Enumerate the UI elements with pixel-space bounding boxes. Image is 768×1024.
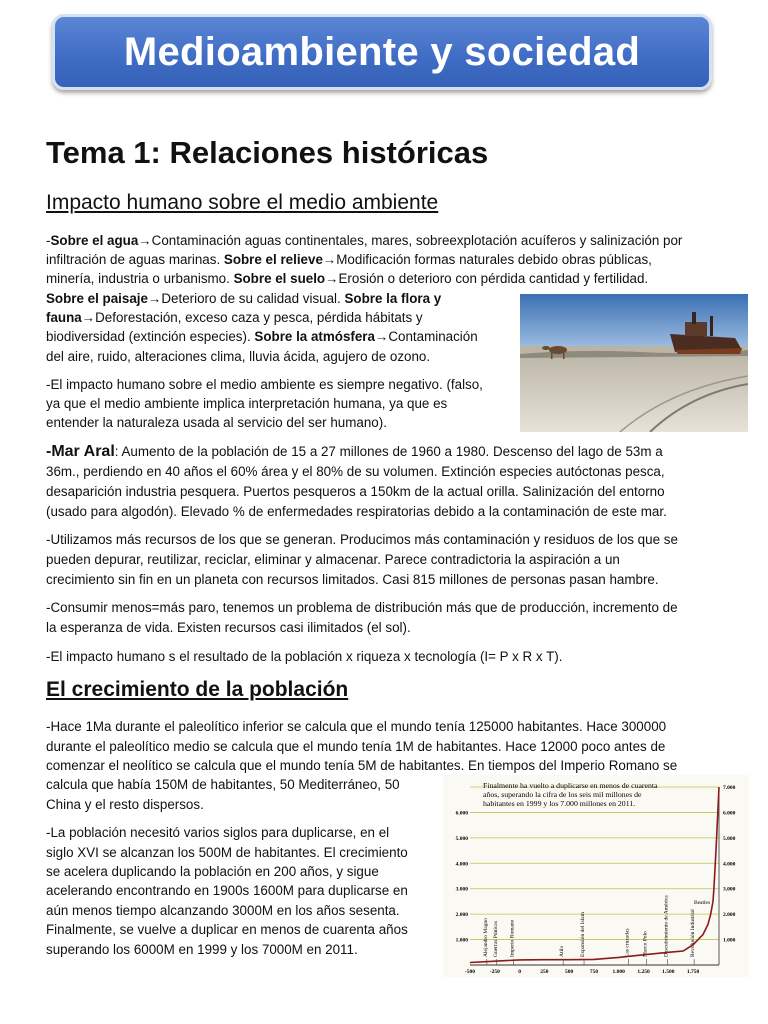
y-tick-label: 4.000 [723,861,736,868]
y-tick-label: 6.000 [455,810,468,817]
text-line: aún menos tiempo alcanzando 3000M en los años sesenta. [46,903,400,918]
x-tick-label: -500 [464,969,476,975]
text-line: fauna→Deforestación, exceso caza y pesca, pérdida hábitats y [46,310,423,325]
y-tick-label: 5.000 [455,835,468,842]
text-line: ya que el medio ambiente implica interpretación humana, ya que es [46,396,448,411]
event-label: Expansión del Islam [580,912,587,957]
title-banner [52,14,712,90]
y-tick-label: 7.000 [723,785,736,791]
text-line: siglo XVI se alcanzan los 500M de habitantes. El crecimiento [46,845,408,860]
text-line: superando los 6000M en 1999 y los 7000M en 2011. [46,942,358,957]
text-line: China y el resto dispersos. [46,797,204,812]
text-line: acelerando encontrando en 1900s 1600M para duplicarse en [46,883,408,898]
text-line: -La población necesitó varios siglos para duplicarse, en el [46,825,390,840]
y-tick-label: 6.000 [723,810,736,817]
y-tick-label: 1.000 [723,937,736,944]
chart-title-line: Finalmente ha vuelto a duplicarse en menos de cuarenta [483,781,658,790]
text-line: entender la naturaleza usada al servicio del ser humano). [46,415,387,430]
text-line: pueden depurar, reutilizar, reciclar, eliminar y almacenar. Parece contradictoria la aspiración a un [46,552,620,567]
text-line: -Sobre el agua→Contaminación aguas continentales, mares, sobreexplotación acuíferos y salinización por [46,233,683,248]
aral-sea-photo [520,294,748,432]
text-line: 36m., perdiendo en 40 años el 60% área y el 80% de su volumen. Extinción especies autóctonas pesca, [46,464,665,479]
x-tick-label: 1.000 [612,969,625,975]
text-line: -Utilizamos más recursos de los que se generan. Producimos más contaminación y residuos de los que se [46,532,678,547]
text-line: infiltración de aguas marinas. Sobre el relieve→Modificación formas naturales debido obras públicas, [46,252,652,267]
y-tick-label: 2.000 [455,912,468,919]
event-label: Revolución Industrial [690,909,697,957]
event-label: Imperio Romano [509,919,516,957]
text-line: -Hace 1Ma durante el paleolítico inferior se calcula que el mundo tenía 125000 habitantes. Hace 300000 [46,719,667,734]
text-line: -El impacto humano sobre el medio ambiente es siempre negativo. (falso, [46,377,483,392]
x-tick-label: -250 [489,969,500,975]
population-chart [443,775,749,977]
y-tick-label: 3.000 [723,886,736,893]
text-line: -Consumir menos=más paro, tenemos un problema de distribución más que de producción, incremento de [46,600,678,615]
banner-title: Medioambiente y sociedad [123,29,641,74]
text-line: se acelera duplicando la población en 200 años, y sigue [46,864,379,879]
text-line: del aire, ruido, alteraciones clima, lluvia ácida, agujero de ozono. [46,349,431,364]
x-tick-label: 250 [540,969,549,975]
text-line: comenzar el neolítico se calcula que el mundo tenía 5M de habitantes. En tiempos del Imperio Romano se [46,758,678,773]
y-tick-label: 5.000 [723,835,736,842]
text-line: crecimiento sin fin en un planeta con recursos limitados. Casi 815 millones de personas pasan hambre. [46,572,659,587]
chart-title-line: habitantes en 1999 y los 7.000 millones en 2011. [483,799,636,808]
text-line: -Mar Aral: Aumento de la población de 15 a 27 millones de 1960 a 1980. Descenso del lago de 53m a [46,443,663,460]
text-line: la esperanza de vida. Existen recursos casi ilimitados (el sol). [46,620,411,635]
chart-title-line: años, superando la cifra de los seis mil millones de [483,790,642,799]
text-line: durante el paleolítico medio se calcula que el mundo tenía 1M de habitantes. Hace 12000 poco antes de [46,739,666,754]
paragraph-formula: -El impacto humano s el resultado de la población x riqueza x tecnología (I= P x R x T). [46,649,563,664]
event-label: Marco Polo [642,931,649,957]
x-tick-label: 1.500 [662,969,675,975]
event-label: Las cruzadas [624,928,631,957]
event-label: Guerras Púnicas [492,921,499,957]
y-tick-label: 2.000 [723,912,736,919]
x-tick-label: 0 [518,969,521,975]
population-chart-svg [443,775,749,977]
text-line: Sobre el paisaje→Deterioro de su calidad visual. Sobre la flora y [46,291,442,306]
event-label: Atila [559,946,566,957]
event-label: Alejandro Magno [482,918,489,957]
x-tick-label: 750 [589,969,599,975]
y-tick-label: 1.000 [455,937,468,944]
x-tick-label: 1.250 [637,969,650,975]
y-tick-label: 3.000 [455,886,468,893]
event-label: Beatles [693,899,711,906]
section-title-impacto: Impacto humano sobre el medio ambiente [46,191,439,214]
x-tick-label: 1.750 [686,969,700,975]
text-line: biodiversidad (extinción especies). Sobre la atmósfera→Contaminación [46,329,478,344]
y-tick-label: 4.000 [455,861,468,868]
text-line: desaparición industria pesquera. Puertos pesqueros a 150km de la actual orilla. Salinización del entorno [46,484,665,499]
text-line: Finalmente, se vuelve a duplicar en menos de cuarenta años [46,922,408,937]
text-line: minería, industria o urbanismo. Sobre el suelo→Erosión o deterioro con pérdida cantidad y fertilidad. [46,271,649,286]
section-title-poblacion: El crecimiento de la población [46,678,349,701]
page-title: Tema 1: Relaciones históricas [46,135,489,170]
population-line [470,787,719,963]
x-tick-label: 500 [565,969,574,975]
text-line: calcula que había 150M de habitantes, 50 Mediterráneo, 50 [46,777,400,792]
text-line: (usado para algodón). Elevado % de enfermedades respiratorias debido a la contaminación de este mar. [46,504,667,519]
event-label: Descubrimiento de América [663,895,670,957]
